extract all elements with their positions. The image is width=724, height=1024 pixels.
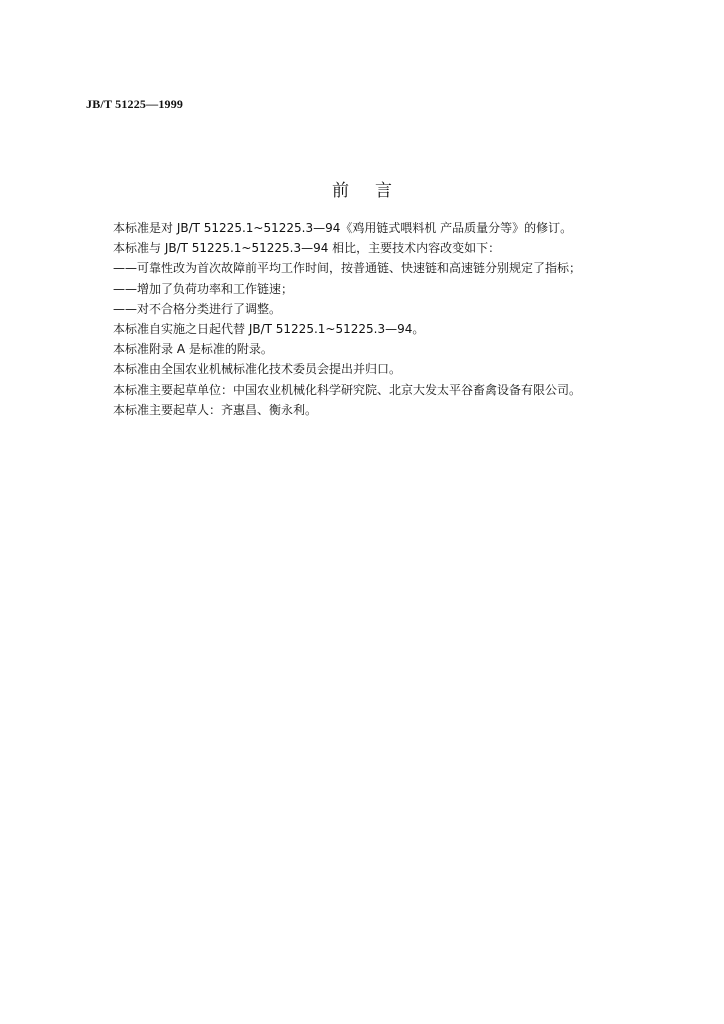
document-code: JB/T 51225—1999	[86, 97, 184, 111]
foreword-line-revision: 本标准是对 JB/T 51225.1~51225.3—94《鸡用链式喂料机 产品质量分等》的修订。	[113, 221, 573, 235]
foreword-line-drafters: 本标准主要起草人：齐惠昌、衡永利。	[113, 402, 318, 417]
foreword-line-drafting-units: 本标准主要起草单位：中国农业机械化科学研究院、北京大发太平谷畜禽设备有限公司。	[113, 382, 582, 397]
foreword-body	[113, 218, 581, 420]
title-char-1: 前	[332, 181, 349, 201]
foreword-line-change-reliability: ——可靠性改为首次故障前平均工作时间，按普通链、快速链和高速链分别规定了指标；	[113, 261, 582, 276]
title-char-2: 言	[375, 181, 392, 201]
foreword-line-proposer: 本标准由全国农业机械标准化技术委员会提出并归口。	[113, 362, 402, 377]
foreword-line-change-classification: ——对不合格分类进行了调整。	[113, 301, 282, 316]
page-title	[0, 176, 724, 201]
foreword-line-change-power: ——增加了负荷功率和工作链速；	[113, 281, 294, 296]
foreword-line-appendix: 本标准附录 A 是标准的附录。	[113, 342, 273, 357]
foreword-line-replaces: 本标准自实施之日起代替 JB/T 51225.1~51225.3—94。	[113, 321, 425, 336]
foreword-line-changes-intro: 本标准与 JB/T 51225.1~51225.3—94 相比，主要技术内容改变如下：	[113, 241, 501, 256]
